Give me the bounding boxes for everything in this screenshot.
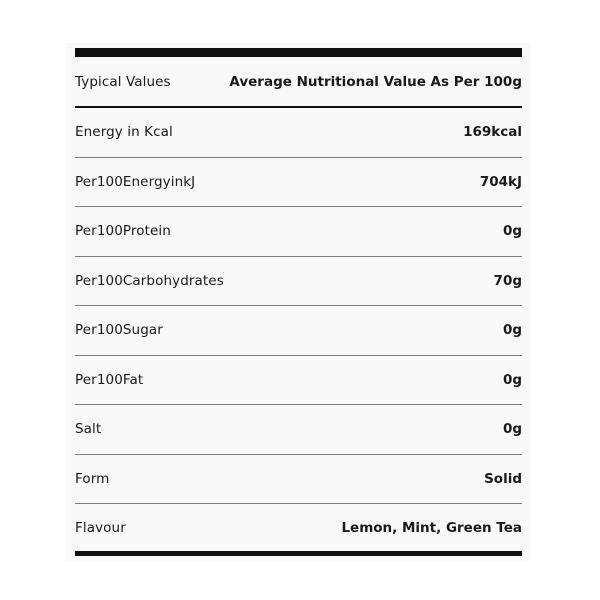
table-row xyxy=(75,306,522,356)
row-label: Flavour xyxy=(75,519,126,536)
row-label: Per100Fat xyxy=(75,371,144,388)
row-value: 0g xyxy=(502,421,522,438)
table-row xyxy=(75,455,522,505)
row-value: 70g xyxy=(493,272,522,289)
table-row xyxy=(75,405,522,455)
row-value: 704kJ xyxy=(479,173,522,190)
nutrition-table xyxy=(75,48,522,556)
table-header-row xyxy=(75,57,522,108)
row-value: 0g xyxy=(502,223,522,240)
row-label: Per100Carbohydrates xyxy=(75,272,224,289)
row-label: Per100EnergyinkJ xyxy=(75,173,196,190)
row-value: 169kcal xyxy=(463,124,522,141)
row-label: Energy in Kcal xyxy=(75,124,173,141)
row-value: 0g xyxy=(502,371,522,388)
table-row xyxy=(75,158,522,208)
row-value: 0g xyxy=(502,322,522,339)
table-row xyxy=(75,356,522,406)
table-row xyxy=(75,257,522,307)
row-label: Form xyxy=(75,470,110,487)
header-label: Typical Values xyxy=(75,73,171,90)
table-row xyxy=(75,207,522,257)
row-label: Per100Sugar xyxy=(75,322,163,339)
table-row xyxy=(75,504,522,551)
row-label: Salt xyxy=(75,421,102,438)
row-label: Per100Protein xyxy=(75,223,171,240)
row-value: Lemon, Mint, Green Tea xyxy=(341,519,522,536)
table-row xyxy=(75,108,522,158)
header-value: Average Nutritional Value As Per 100g xyxy=(229,73,522,90)
row-value: Solid xyxy=(484,470,522,487)
